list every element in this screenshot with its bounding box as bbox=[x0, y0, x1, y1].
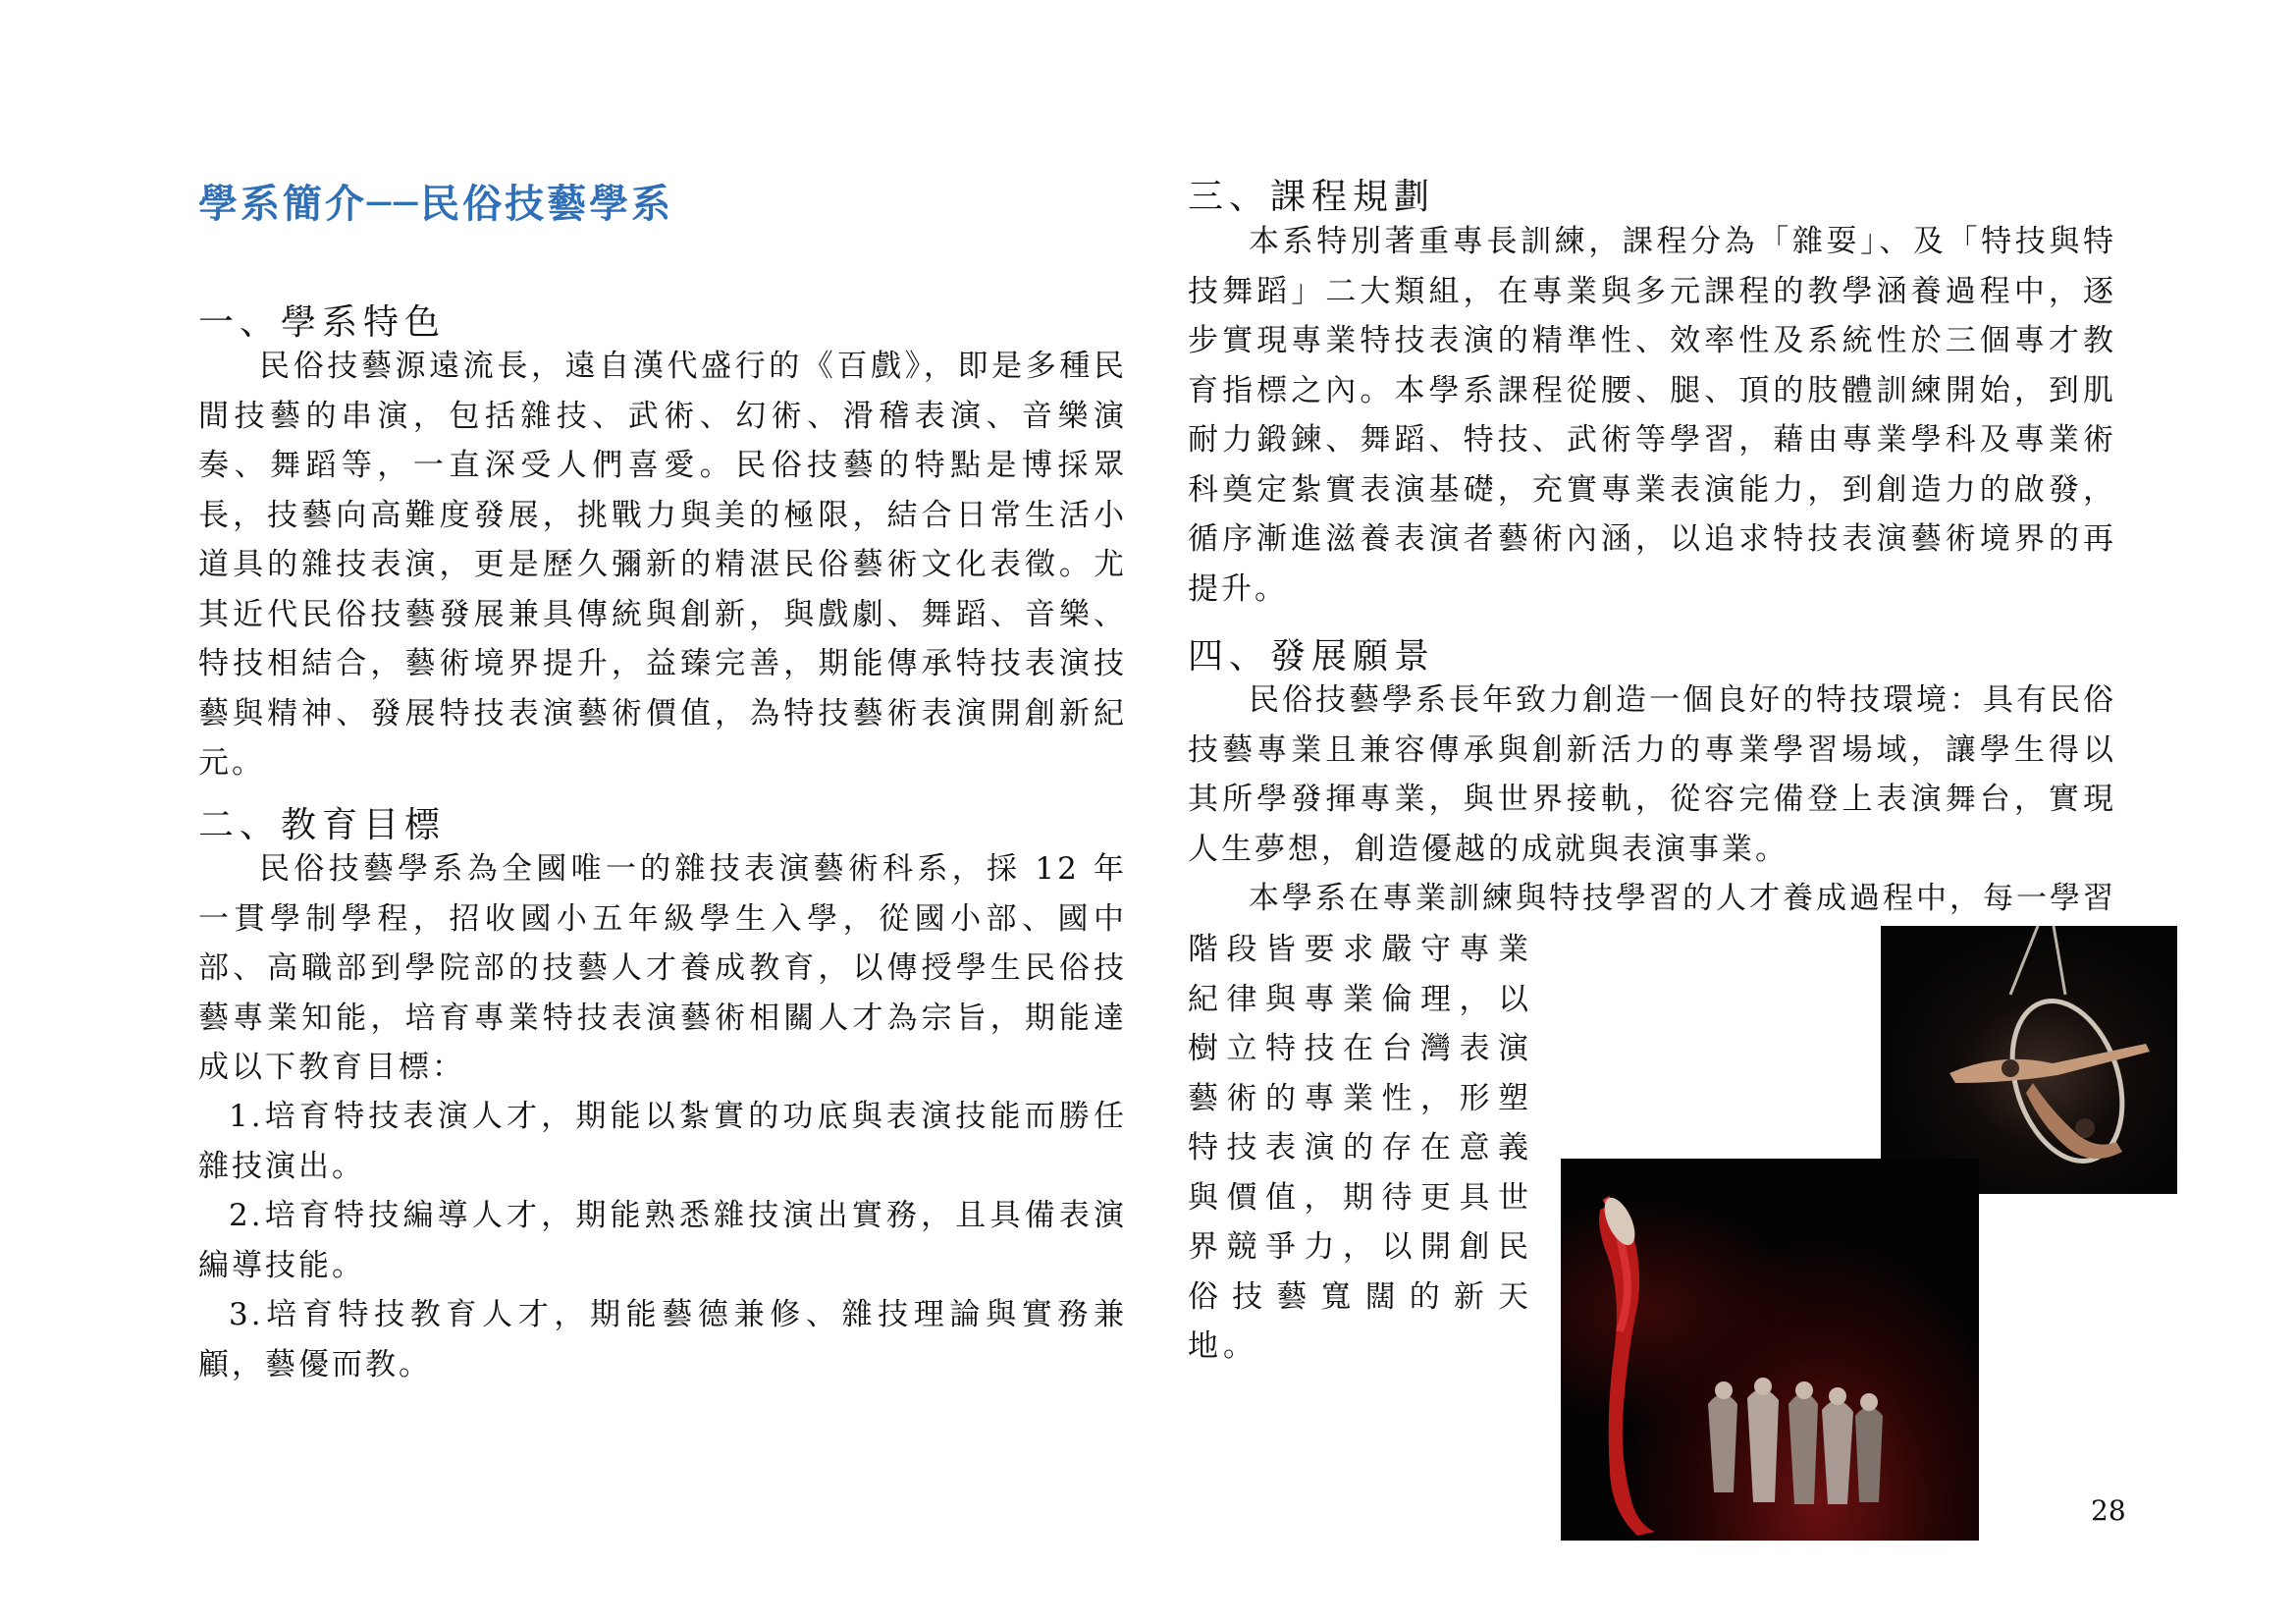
goals-list-item: 2.培育特技編導人才，期能熟悉雜技演出實務，且具備表演編導技能。 bbox=[198, 1198, 1127, 1283]
section-heading-features: 一、學系特色 bbox=[198, 302, 447, 343]
section-heading-goals: 二、教育目標 bbox=[198, 805, 447, 845]
page-number: 28 bbox=[2091, 1494, 2126, 1527]
section-body-vision-wrapped: 階段皆要求嚴守專業紀律與專業倫理，以樹立特技在台灣表演藝術的專業性，形塑特技表演的存在意義與價值，期待更具世界競爭力，以開創民俗技藝寬闊的新天地。 bbox=[1188, 932, 1533, 1364]
section-body-goals: 民俗技藝學系為全國唯一的雜技表演藝術科系，採 12 年一貫學制學程，招收國小五年級學生入學，從國小部、國中部、高職部到學院部的技藝人才養成教育，以傳授學生民俗技藝專業知能，培育專業特技表演藝術相關人才為宗旨，期能達成以下教育目標： bbox=[198, 851, 1127, 1085]
section-body-vision-continued: 本學系在專業訓練與特技學習的人才養成過程中，每一學習 bbox=[1249, 881, 2116, 916]
goals-list-item: 3.培育特技教育人才，期能藝德兼修、雜技理論與實務兼顧，藝優而教。 bbox=[198, 1297, 1127, 1382]
red-silk-performance-photo bbox=[1561, 1159, 1979, 1541]
section-body-features: 民俗技藝源遠流長，遠自漢代盛行的《百戲》，即是多種民間技藝的串演，包括雜技、武術、幻術、滑稽表演、音樂演奏、舞蹈等，一直深受人們喜愛。民俗技藝的特點是博採眾長，技藝向高難度發展，挑戰力與美的極限，結合日常生活小道具的雜技表演，更是歷久彌新的精湛民俗藝術文化表徵。尤其近代民俗技藝發展兼具傳統與創新，與戲劇、舞蹈、音樂、特技相結合，藝術境界提升，益臻完善，期能傳承特技表演技藝與精神、發展特技表演藝術價值，為特技藝術表演開創新紀元。 bbox=[198, 349, 1127, 781]
section-body-curriculum: 本系特別著重專長訓練，課程分為「雜耍」、及「特技與特技舞蹈」二大類組，在專業與多元課程的教學涵養過程中，逐步實現專業特技表演的精準性、效率性及系統性於三個專才教育指標之內。本學系課程從腰、腿、頂的肢體訓練開始，到肌耐力鍛鍊、舞蹈、特技、武術等學習，藉由專業學科及專業術科奠定紮實表演基礎，充實專業表演能力，到創造力的啟發，循序漸進滋養表演者藝術內涵，以追求特技表演藝術境界的再提升。 bbox=[1188, 224, 2116, 607]
section-heading-vision: 四、發展願景 bbox=[1188, 636, 1436, 677]
aerial-hoop-photo bbox=[1881, 926, 2177, 1194]
page-title: 學系簡介──民俗技藝學系 bbox=[198, 181, 674, 227]
goals-list-item: 1.培育特技表演人才，期能以紮實的功底與表演技能而勝任雜技演出。 bbox=[198, 1099, 1127, 1184]
section-heading-curriculum: 三、課程規劃 bbox=[1188, 177, 1436, 217]
goals-list bbox=[198, 1092, 1127, 1389]
section-body-vision: 民俗技藝學系長年致力創造一個良好的特技環境：具有民俗技藝專業且兼容傳承與創新活力的專業學習場域，讓學生得以其所學發揮專業，與世界接軌，從容完備登上表演舞台，實現人生夢想，創造優越的成就與表演事業。 bbox=[1188, 682, 2116, 867]
